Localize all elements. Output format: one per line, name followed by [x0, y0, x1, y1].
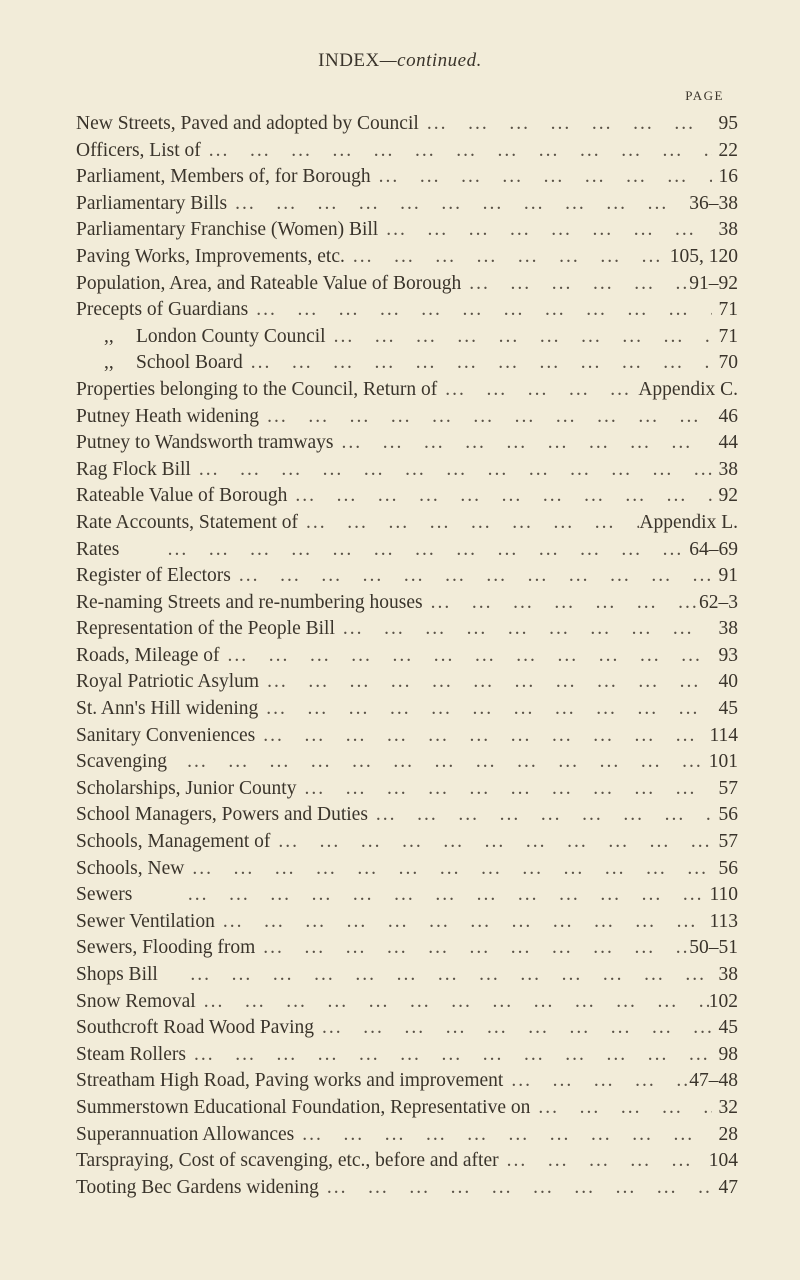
entry-page: 62–3 [699, 591, 738, 613]
entry-page: 36–38 [689, 192, 738, 214]
index-entry [76, 379, 740, 406]
dot-leader [184, 858, 712, 880]
entry-page: 91 [718, 565, 738, 587]
dot-leader [419, 113, 712, 135]
entry-page: 45 [718, 1017, 738, 1039]
entry-label [76, 273, 461, 295]
index-entry [76, 352, 740, 379]
entry-label [76, 1017, 314, 1039]
entry-label [76, 326, 326, 348]
index-entry [76, 1124, 740, 1151]
entry-page: 105, 120 [669, 245, 738, 267]
index-entry [76, 831, 740, 858]
ditto-mark: ,, [104, 352, 114, 374]
entry-label [76, 485, 287, 507]
entry-label [76, 592, 423, 614]
index-entry [76, 1150, 740, 1177]
index-entry [76, 778, 740, 805]
entry-page: 71 [718, 299, 738, 321]
entry-text: Royal Patriotic Asylum [76, 671, 260, 693]
entry-label [76, 751, 167, 773]
entry-text: Representation of the People Bill [76, 618, 335, 640]
entry-page: 56 [718, 857, 738, 879]
entry-label [76, 831, 270, 853]
entry-text: Streatham High Road, Paving works and improvement [76, 1070, 504, 1092]
entry-label [76, 352, 243, 374]
dot-leader [167, 751, 709, 773]
entry-label [76, 166, 371, 188]
index-entry [76, 219, 740, 246]
entry-page: 38 [718, 618, 738, 640]
entry-label [76, 299, 248, 321]
entry-text: Parliament, Members of, for Borough [76, 166, 371, 188]
entry-label [76, 539, 119, 561]
entry-page: 64–69 [689, 538, 738, 560]
index-entry [76, 964, 740, 991]
index-entry [76, 1097, 740, 1124]
dot-leader [345, 246, 670, 268]
entry-text: Paving Works, Improvements, etc. [76, 245, 345, 267]
entry-text: Sanitary Conveniences [76, 724, 256, 746]
entry-label [76, 698, 258, 720]
index-entry [76, 539, 740, 566]
entry-text: Parliamentary Bills [76, 192, 228, 214]
entry-text: Properties belonging to the Council, Return of [76, 378, 438, 400]
entry-label [76, 911, 215, 933]
index-entry [76, 671, 740, 698]
entry-page: 38 [718, 964, 738, 985]
page-column-header: PAGE [685, 88, 724, 103]
entry-label [76, 618, 335, 640]
dot-leader [215, 911, 710, 933]
entry-label [76, 432, 334, 454]
entry-text: New Streets, Paved and adopted by Council [76, 113, 419, 134]
index-entry [76, 113, 740, 140]
dot-leader [334, 432, 713, 454]
entry-label [76, 379, 437, 401]
entry-page: 95 [718, 113, 738, 134]
index-entry [76, 618, 740, 645]
entry-text: Steam Rollers [76, 1043, 186, 1065]
entry-text: Southcroft Road Wood Paving [76, 1017, 315, 1039]
entry-page: Appendix C. [638, 378, 738, 400]
dot-leader [461, 273, 689, 295]
index-entry [76, 459, 740, 486]
entry-label [76, 778, 296, 800]
entry-label [76, 1177, 319, 1199]
index-entry [76, 804, 740, 831]
dot-leader [499, 1150, 709, 1172]
dot-leader [335, 618, 712, 640]
dot-leader [530, 1097, 712, 1119]
index-entry [76, 1044, 740, 1071]
entry-label [76, 1044, 186, 1066]
entry-label [76, 140, 201, 162]
entry-page: 40 [718, 671, 738, 693]
entry-page: 92 [718, 485, 738, 507]
dot-leader [503, 1070, 689, 1092]
entry-label [76, 1070, 503, 1092]
entry-page: 104 [708, 1150, 738, 1172]
entry-label [76, 193, 227, 215]
dot-leader [196, 991, 709, 1013]
dot-leader [220, 645, 712, 667]
dot-leader [259, 671, 712, 693]
dot-leader [378, 219, 712, 241]
index-entry [76, 725, 740, 752]
entry-page: 102 [708, 990, 738, 1012]
entry-label [76, 725, 255, 747]
index-entry [76, 858, 740, 885]
entry-label [76, 219, 378, 241]
entry-text: Tarspraying, Cost of scavenging, etc., before and after [76, 1150, 499, 1172]
dot-leader [287, 485, 712, 507]
dot-leader [296, 778, 712, 800]
entry-label [76, 964, 158, 986]
entry-page: 38 [718, 458, 738, 480]
entry-text: Re-naming Streets and re-numbering houses [76, 591, 423, 613]
entry-text: Sewers [76, 884, 133, 906]
dot-leader [158, 964, 712, 986]
entry-page: 38 [718, 219, 738, 241]
entry-text: Summerstown Educational Foundation, Representative on [76, 1096, 531, 1118]
entry-page: 110 [709, 884, 738, 906]
index-entry [76, 565, 740, 592]
page-title [0, 50, 800, 72]
entry-text: Precepts of Guardians [76, 299, 249, 321]
entry-label [76, 406, 259, 428]
entry-text: Snow Removal [76, 990, 196, 1012]
entry-page: 114 [709, 724, 738, 746]
index-entry [76, 751, 740, 778]
entry-label [76, 1097, 530, 1119]
entry-page: 44 [718, 432, 738, 454]
index-entry [76, 911, 740, 938]
index-entry [76, 140, 740, 167]
index-entry [76, 246, 740, 273]
entry-text: Roads, Mileage of [76, 644, 220, 666]
dot-leader [132, 884, 709, 906]
dot-leader [270, 831, 712, 853]
dot-leader [255, 725, 709, 747]
entry-page: 22 [718, 139, 738, 161]
entry-text: Rate Accounts, Statement of [76, 511, 299, 533]
title-main: INDEX [318, 50, 380, 71]
entry-text: Tooting Bec Gardens widening [76, 1176, 319, 1198]
entry-page: 28 [718, 1123, 738, 1145]
entry-text: School Board [136, 352, 243, 374]
index-entry [76, 193, 740, 220]
index-entry [76, 698, 740, 725]
index-entry [76, 166, 740, 193]
entry-text: School Managers, Powers and Duties [76, 804, 368, 826]
dot-leader [255, 937, 689, 959]
entry-page: 57 [718, 831, 738, 853]
dot-leader [314, 1017, 712, 1039]
entry-page: 50–51 [689, 937, 738, 959]
dot-leader [371, 166, 712, 188]
dot-leader [248, 299, 712, 321]
entry-label [76, 459, 191, 481]
entry-text: Scavenging [76, 751, 167, 773]
dot-leader [186, 1044, 712, 1066]
entry-text: Register of Electors [76, 565, 231, 587]
dot-leader [231, 565, 712, 587]
dot-leader [326, 326, 712, 348]
index-entry [76, 1017, 740, 1044]
ditto-mark: ,, [104, 325, 114, 347]
index-entry [76, 485, 740, 512]
entry-page: 45 [718, 698, 738, 720]
entry-text: Scholarships, Junior County [76, 777, 297, 799]
entry-label [76, 645, 220, 667]
entry-text: Rates [76, 538, 120, 560]
entry-page: 98 [718, 1043, 738, 1065]
dot-leader [191, 459, 712, 481]
entry-text: Shops Bill [76, 964, 158, 985]
entry-text: Schools, New [76, 857, 185, 879]
dot-leader [259, 406, 712, 428]
dot-leader [437, 379, 638, 401]
entry-text: Schools, Management of [76, 831, 271, 853]
title-continued: —continued. [379, 50, 482, 71]
index-entry [76, 645, 740, 672]
entry-page: 47–48 [689, 1070, 738, 1092]
index-entry [76, 432, 740, 459]
entry-label [76, 884, 132, 906]
index-entry [76, 512, 740, 539]
entry-text: Rag Flock Bill [76, 458, 191, 480]
entry-label [76, 1124, 294, 1146]
dot-leader [227, 193, 689, 215]
index-entry [76, 937, 740, 964]
dot-leader [368, 804, 712, 826]
entry-text: St. Ann's Hill widening [76, 698, 259, 720]
dot-leader [243, 352, 712, 374]
entry-page: 46 [718, 405, 738, 427]
entry-text: Officers, List of [76, 139, 201, 161]
entry-page: 113 [709, 910, 738, 932]
entry-page: 32 [718, 1096, 738, 1118]
entry-label [76, 991, 196, 1013]
entry-label [76, 512, 298, 534]
entry-text: Sewers, Flooding from [76, 937, 256, 959]
dot-leader [298, 512, 639, 534]
entry-label [76, 937, 255, 959]
entry-text: London County Council [136, 325, 326, 347]
index-entry [76, 1177, 740, 1204]
entry-page: 16 [718, 166, 738, 188]
entry-page: 70 [718, 352, 738, 374]
index-entry [76, 884, 740, 911]
entry-label [76, 804, 368, 826]
entry-text: Sewer Ventilation [76, 910, 215, 932]
dot-leader [294, 1124, 712, 1146]
dot-leader [258, 698, 712, 720]
dot-leader [201, 140, 712, 162]
entry-page: Appendix L. [639, 511, 738, 533]
dot-leader [119, 539, 689, 561]
index-entry [76, 991, 740, 1018]
index-entry [76, 299, 740, 326]
entry-label [76, 1150, 499, 1172]
entry-text: Putney Heath widening [76, 405, 260, 427]
entry-page: 71 [718, 325, 738, 347]
entry-label [76, 565, 231, 587]
entry-label [76, 671, 259, 693]
entry-text: Population, Area, and Rateable Value of Borough [76, 272, 462, 294]
entry-label [76, 113, 419, 135]
index-entry [76, 1070, 740, 1097]
dot-leader [423, 592, 699, 614]
index-entry [76, 326, 740, 353]
entry-text: Rateable Value of Borough [76, 485, 288, 507]
entry-page: 47 [718, 1176, 738, 1198]
entry-text: Superannuation Allowances [76, 1123, 295, 1145]
entry-page: 101 [708, 751, 738, 773]
entry-text: Putney to Wandsworth tramways [76, 432, 334, 454]
entry-page: 56 [718, 804, 738, 826]
entry-text: Parliamentary Franchise (Women) Bill [76, 219, 379, 241]
index-entry [76, 592, 740, 619]
index-entry [76, 406, 740, 433]
index-entry [76, 273, 740, 300]
entry-page: 91–92 [689, 272, 738, 294]
entry-label [76, 858, 184, 880]
entry-label [76, 246, 345, 268]
entry-page: 57 [718, 777, 738, 799]
dot-leader [319, 1177, 712, 1199]
index-entries [76, 113, 740, 1203]
entry-page: 93 [718, 644, 738, 666]
